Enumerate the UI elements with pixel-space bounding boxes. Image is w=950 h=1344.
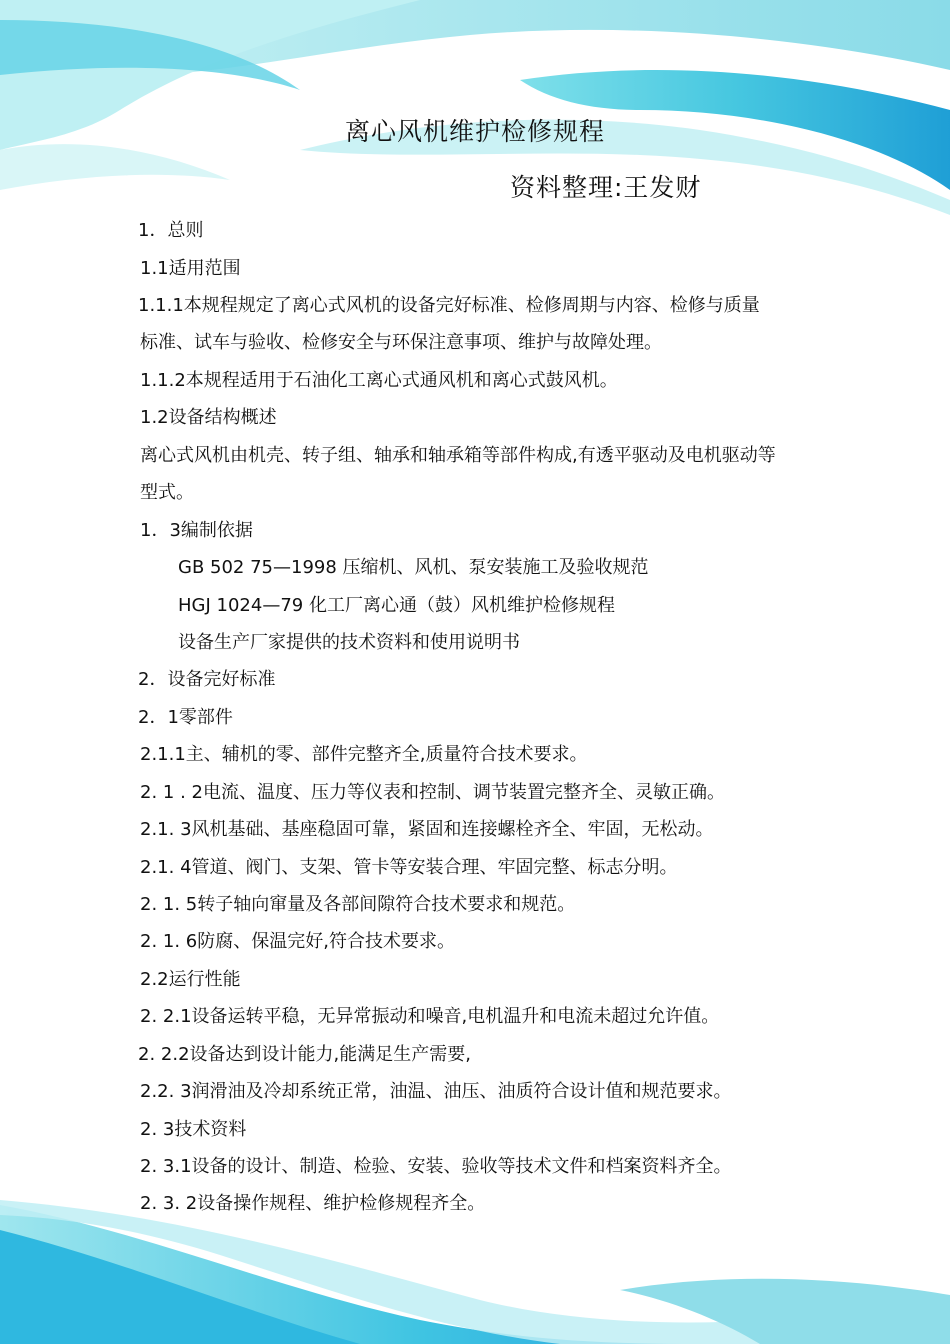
section-heading: 1．总则	[138, 220, 204, 241]
paragraph-line: 2. 2.2设备达到设计能力,能满足生产需要,	[138, 1044, 471, 1065]
document-author: 资料整理:王发财	[510, 173, 702, 202]
paragraph-line: 2. 1. 6防腐、保温完好,符合技术要求。	[140, 931, 455, 952]
subsection-heading: 2．1零部件	[138, 707, 233, 728]
paragraph-line: 2.1. 3风机基础、基座稳固可靠，紧固和连接螺栓齐全、牢固，无松动。	[140, 819, 714, 840]
paragraph-line: 2. 1. 5转子轴向窜量及各部间隙符合技术要求和规范。	[140, 894, 576, 915]
subsection-heading: 1.2设备结构概述	[140, 407, 277, 428]
reference-item: GB 502 75—1998 压缩机、风机、泵安装施工及验收规范	[178, 557, 649, 578]
paragraph-line: 2.1. 4管道、阀门、支架、管卡等安装合理、牢固完整、标志分明。	[140, 857, 678, 878]
reference-item: HGJ 1024—79 化工厂离心通（鼓）风机维护检修规程	[178, 595, 615, 616]
subsection-heading: 1.1适用范围	[140, 258, 241, 279]
reference-item: 设备生产厂家提供的技术资料和使用说明书	[178, 632, 520, 653]
paragraph-line: 2.1.1主、辅机的零、部件完整齐全,质量符合技术要求。	[140, 744, 588, 765]
subsection-heading: 2. 3技术资料	[140, 1119, 247, 1140]
paragraph-line: 2.2. 3润滑油及冷却系统正常，油温、油压、油质符合设计值和规范要求。	[140, 1081, 732, 1102]
paragraph-line: 1.1.2本规程适用于石油化工离心式通风机和离心式鼓风机。	[140, 370, 618, 391]
paragraph-line: 离心式风机由机壳、转子组、轴承和轴承箱等部件构成,有透平驱动及电机驱动等	[140, 445, 776, 466]
paragraph-line: 2. 3.1设备的设计、制造、检验、安装、验收等技术文件和档案资料齐全。	[140, 1156, 732, 1177]
paragraph-line: 型式。	[140, 482, 194, 503]
paragraph-line: 2. 2.1设备运转平稳，无异常振动和噪音,电机温升和电流未超过允许值。	[140, 1006, 720, 1027]
subsection-heading: 1．3编制依据	[140, 520, 253, 541]
paragraph-line: 2. 1 . 2电流、温度、压力等仪表和控制、调节装置完整齐全、灵敏正确。	[140, 782, 725, 803]
subsection-heading: 2.2运行性能	[140, 969, 241, 990]
section-heading: 2．设备完好标准	[138, 669, 276, 690]
paragraph-line: 标准、试车与验收、检修安全与环保注意事项、维护与故障处理。	[140, 332, 662, 353]
paragraph-line: 2. 3. 2设备操作规程、维护检修规程齐全。	[140, 1193, 486, 1214]
document-title: 离心风机维护检修规程	[344, 117, 605, 146]
paragraph-line: 1.1.1本规程规定了离心式风机的设备完好标准、检修周期与内容、检修与质量	[138, 295, 760, 316]
